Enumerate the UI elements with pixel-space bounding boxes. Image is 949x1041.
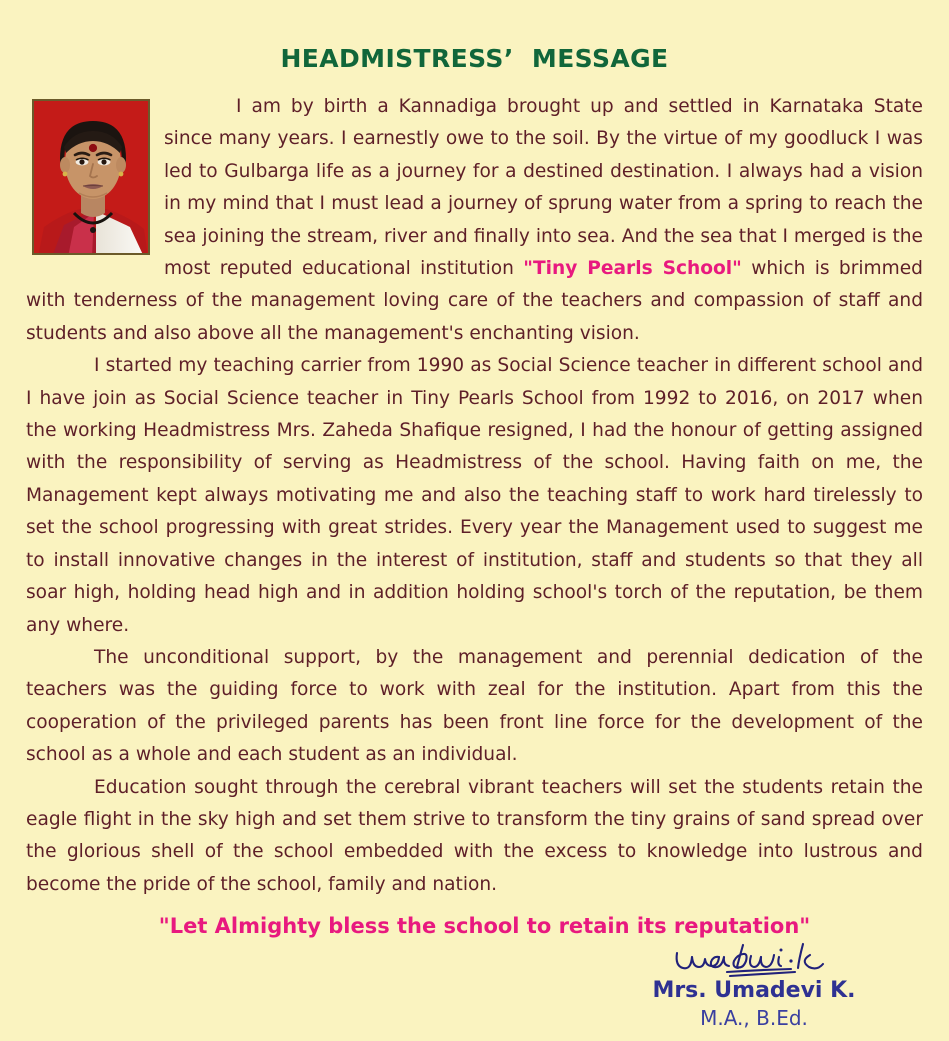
paragraph-1-text-a: I am by birth a Kannadiga brought up and settled in Karnataka State since many years. I earnestly owe to the soil. By the virtue of my goodluck I was led to Gulbarga life as a journey for a destined destination. I always had a vision in my mind that I must lead a journey of sprung water from a spring to reach the sea joining the stream, river and finally into sea. And the sea that I merged is the most reputed educational institution bbox=[164, 96, 923, 280]
signature-block bbox=[589, 939, 919, 1031]
paragraph-1 bbox=[26, 91, 923, 350]
headmistress-photo bbox=[32, 99, 150, 255]
closing-quote: "Let Almighty bless the school to retain its reputation" bbox=[158, 914, 811, 939]
paragraph-1-text-b: which is brimmed with tenderness of the management loving care of the teachers and compassion of staff and students and also above all the management's enchanting vision. bbox=[26, 258, 923, 344]
document-page bbox=[0, 17, 949, 1041]
signature-qualification: M.A., B.Ed. bbox=[700, 1005, 808, 1030]
portrait-image bbox=[34, 101, 150, 255]
school-name-highlight: "Tiny Pearls School" bbox=[523, 258, 742, 280]
paragraph-2: I started my teaching carrier from 1990 as Social Science teacher in different school and I have join as Social Science teacher in Tiny Pearls School from 1992 to 2016, on 2017 when the working Headmistress Mrs. Zaheda Shafique resigned, I had the honour of getting assigned with the responsibility of serving as Headmistress of the school. Having faith on me, the Management kept always motivating me and also the teaching staff to work hard tirelessly to set the school progressing with great strides. Every year the Management used to suggest me to install innovative changes in the interest of institution, staff and students so that they all soar high, holding head high and in addition holding school's torch of the reputation, be them any where. bbox=[26, 355, 923, 636]
paragraph-3: The unconditional support, by the management and perennial dedication of the teachers was the guiding force to work with zeal for the institution. Apart from this the cooperation of the privileged parents has been front line force for the development of the school as a whole and each student as an individual. bbox=[26, 646, 923, 766]
message-body bbox=[0, 91, 949, 940]
page-title: HEADMISTRESS’ MESSAGE bbox=[280, 43, 669, 73]
signature-name: Mrs. Umadevi K. bbox=[652, 978, 856, 1004]
paragraph-4: Education sought through the cerebral vibrant teachers will set the students retain the eagle flight in the sky high and set them strive to transform the tiny grains of sand spread over the glorious shell of the school embedded with the excess to knowledge into lustrous and become the pride of the school, family and nation. bbox=[26, 776, 923, 895]
